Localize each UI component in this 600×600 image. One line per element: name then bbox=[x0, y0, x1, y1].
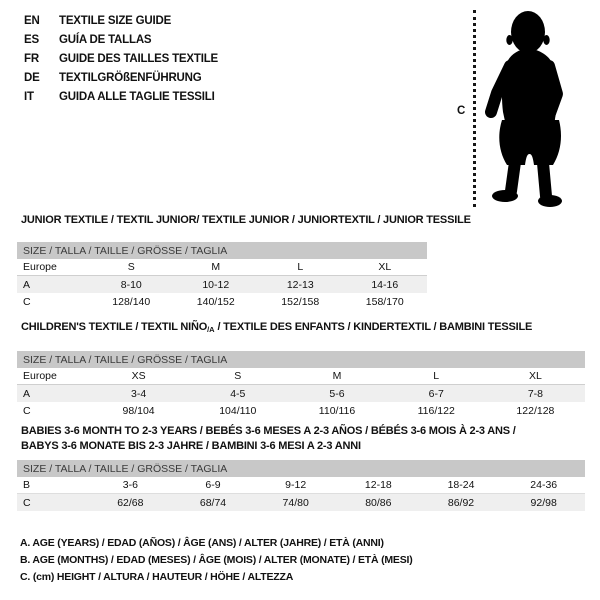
language-row-en bbox=[24, 11, 218, 30]
value-cell: 140/152 bbox=[196, 295, 235, 308]
babies-textile-section bbox=[17, 424, 585, 511]
value-cell: 92/98 bbox=[530, 496, 557, 509]
babies-months-row bbox=[17, 477, 585, 494]
value-cell: 24-36 bbox=[530, 479, 558, 491]
value-cell: 98/104 bbox=[122, 404, 155, 417]
language-code: DE bbox=[24, 71, 40, 84]
region-header-cell: Europe bbox=[23, 261, 57, 273]
language-code: ES bbox=[24, 33, 39, 46]
size-header-cell: XS bbox=[131, 370, 146, 382]
children-age-row bbox=[17, 385, 585, 402]
value-cell: 122/128 bbox=[516, 404, 555, 417]
height-measure-label: C bbox=[457, 105, 466, 117]
language-row-fr bbox=[24, 49, 218, 68]
row-label-cell: A bbox=[23, 278, 31, 291]
value-cell: 4-5 bbox=[230, 387, 246, 400]
value-cell: 80/86 bbox=[365, 496, 392, 509]
value-cell: 12-13 bbox=[286, 278, 314, 291]
size-header-bar: SIZE / TALLA / TAILLE / GRÖSSE / TAGLIA bbox=[17, 242, 427, 259]
value-cell: 5-6 bbox=[329, 387, 345, 400]
row-label-cell: C bbox=[23, 496, 31, 509]
value-cell: 7-8 bbox=[527, 387, 543, 400]
value-cell: 14-16 bbox=[371, 278, 399, 291]
height-dotted-line bbox=[473, 10, 476, 207]
language-title: TEXTILE SIZE GUIDE bbox=[59, 14, 172, 27]
language-title-block bbox=[24, 11, 218, 106]
value-cell: 68/74 bbox=[199, 496, 227, 509]
value-cell: 152/158 bbox=[281, 295, 320, 308]
row-label-cell: A bbox=[23, 387, 31, 400]
value-cell: 18-24 bbox=[447, 479, 475, 491]
value-cell: 86/92 bbox=[447, 496, 475, 509]
title-line: BABYS 3-6 MONATE BIS 2-3 JAHRE / BAMBINI 3-6 MESI A 2-3 ANNI bbox=[21, 440, 361, 452]
size-header-cell: XL bbox=[378, 261, 392, 273]
junior-textile-section bbox=[17, 213, 471, 310]
children-columns-row bbox=[17, 368, 585, 385]
junior-section-title: JUNIOR TEXTILE / TEXTIL JUNIOR/ TEXTILE JUNIOR / JUNIORTEXTIL / JUNIOR TESSILE bbox=[21, 214, 471, 226]
title-subscript: /A bbox=[207, 325, 215, 334]
language-title: GUÍA DE TALLAS bbox=[59, 33, 152, 46]
value-cell: 9-12 bbox=[285, 479, 307, 491]
size-header-cell: S bbox=[127, 261, 135, 273]
language-title: GUIDA ALLE TAGLIE TESSILI bbox=[59, 90, 215, 103]
value-cell: 6-9 bbox=[205, 479, 221, 491]
babies-section-title bbox=[17, 424, 585, 454]
legend-notes bbox=[20, 535, 413, 586]
note-age-months: B. AGE (MONTHS) / EDAD (MESES) / ÂGE (MOIS) / ALTER (MONATE) / ETÀ (MESI) bbox=[20, 554, 413, 566]
note-age-years: A. AGE (YEARS) / EDAD (AÑOS) / ÂGE (ANS) / ALTER (JAHRE) / ETÀ (ANNI) bbox=[20, 537, 384, 549]
baby-silhouette-icon bbox=[482, 8, 582, 208]
row-label-cell: B bbox=[23, 479, 31, 491]
value-cell: 8-10 bbox=[120, 278, 142, 291]
size-header-cell: S bbox=[234, 370, 242, 382]
title-part: CHILDREN'S TEXTILE / TEXTIL NIÑO bbox=[21, 321, 208, 333]
children-textile-section bbox=[17, 320, 585, 419]
value-cell: 3-6 bbox=[122, 479, 138, 491]
size-header-cell: L bbox=[297, 261, 304, 273]
value-cell: 116/122 bbox=[417, 404, 455, 417]
note-height-cm: C. (cm) HEIGHT / ALTURA / HAUTEUR / HÖHE / ALTEZZA bbox=[20, 571, 294, 583]
children-section-title bbox=[17, 320, 585, 337]
value-cell: 74/80 bbox=[282, 496, 309, 509]
size-header-bar: SIZE / TALLA / TAILLE / GRÖSSE / TAGLIA bbox=[17, 351, 585, 368]
language-row-es bbox=[24, 30, 218, 49]
language-title: GUIDE DES TAILLES TEXTILE bbox=[59, 52, 218, 65]
title-line: BABIES 3-6 MONTH TO 2-3 YEARS / BEBÉS 3-6 MESES A 2-3 AÑOS / BÉBÉS 3-6 MOIS À 2-3 ANS / bbox=[21, 425, 516, 437]
value-cell: 110/116 bbox=[318, 404, 356, 417]
language-title: TEXTILGRÖßENFÜHRUNG bbox=[59, 71, 202, 84]
row-label-cell: C bbox=[23, 295, 31, 308]
value-cell: 158/170 bbox=[365, 295, 404, 308]
value-cell: 10-12 bbox=[202, 278, 230, 291]
language-code: EN bbox=[24, 14, 40, 27]
junior-columns-row bbox=[17, 259, 427, 276]
region-header-cell: Europe bbox=[23, 370, 57, 382]
value-cell: 104/110 bbox=[219, 404, 257, 417]
value-cell: 128/140 bbox=[112, 295, 151, 308]
language-code: IT bbox=[24, 90, 34, 103]
children-height-row bbox=[17, 402, 585, 419]
title-part: / TEXTILE DES ENFANTS / KINDERTEXTIL / BAMBINI TESSILE bbox=[214, 321, 533, 333]
value-cell: 12-18 bbox=[364, 479, 392, 491]
value-cell: 62/68 bbox=[117, 496, 144, 509]
junior-age-row bbox=[17, 276, 427, 293]
language-code: FR bbox=[24, 52, 39, 65]
row-label-cell: C bbox=[23, 404, 31, 417]
size-header-bar: SIZE / TALLA / TAILLE / GRÖSSE / TAGLIA bbox=[17, 460, 585, 477]
size-header-cell: L bbox=[433, 370, 440, 382]
language-row-it bbox=[24, 87, 218, 106]
size-header-cell: M bbox=[332, 370, 342, 382]
babies-height-row bbox=[17, 494, 585, 511]
size-header-cell: XL bbox=[528, 370, 542, 382]
value-cell: 3-4 bbox=[131, 387, 147, 400]
language-row-de bbox=[24, 68, 218, 87]
size-header-cell: M bbox=[211, 261, 221, 273]
junior-height-row bbox=[17, 293, 427, 310]
value-cell: 6-7 bbox=[428, 387, 444, 400]
